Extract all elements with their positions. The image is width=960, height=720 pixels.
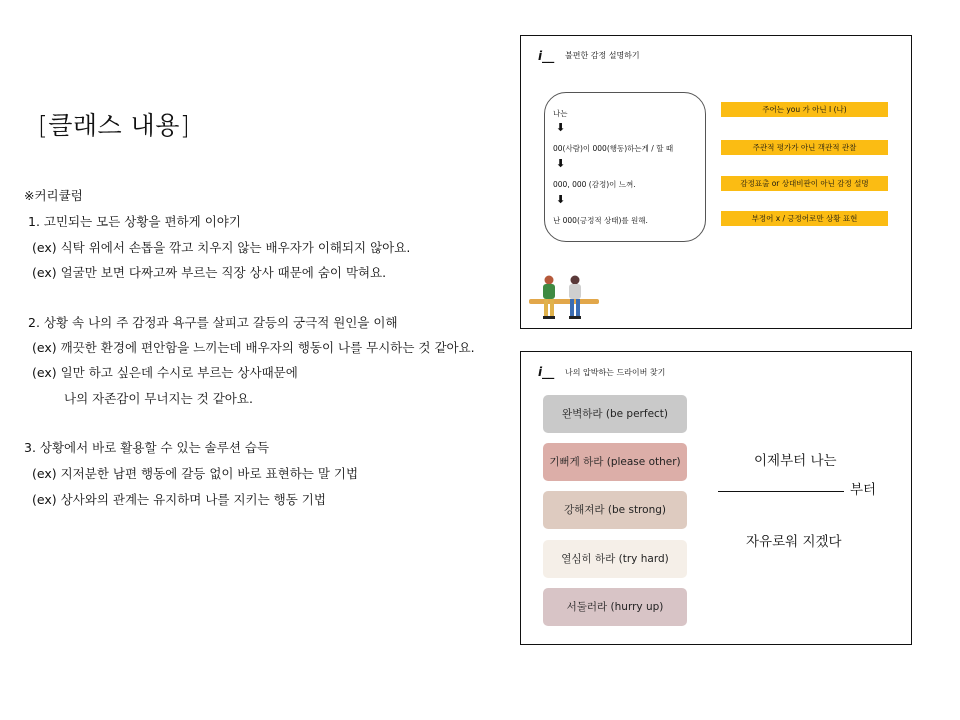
down-arrow-icon: ⬇	[556, 157, 566, 170]
driver-card: 완벽하라 (be perfect)	[543, 395, 687, 433]
slide-title: 불편한 감정 설명하기	[565, 51, 640, 60]
driver-card: 열심히 하라 (try hard)	[543, 540, 687, 578]
flow-step: 00(사람)이 000(행동)하는게 / 할 때	[553, 144, 674, 153]
down-arrow-icon: ⬇	[556, 193, 566, 206]
person-right	[569, 276, 581, 320]
logo: i__	[538, 49, 555, 63]
curriculum-example: (ex) 상사와의 관계는 유지하며 나를 지키는 행동 기법	[32, 492, 326, 507]
curriculum-example-continuation: 나의 자존감이 무너지는 것 같아요.	[64, 391, 253, 406]
driver-card: 서둘러라 (hurry up)	[543, 588, 687, 626]
curriculum-example: (ex) 깨끗한 환경에 편안함을 느끼는데 배우자의 행동이 나를 무시하는 것 같아요.	[32, 340, 475, 355]
curriculum-example: (ex) 얼굴만 보면 다짜고짜 부르는 직장 상사 때문에 숨이 막혀요.	[32, 265, 387, 280]
rule-badge: 주어는 you 가 아닌 I (나)	[721, 102, 888, 117]
logo: i__	[538, 365, 555, 379]
slide-title: 나의 압박하는 드라이버 찾기	[565, 368, 666, 377]
slide-driver-finder	[520, 351, 912, 645]
flow-step: 난 000(긍정적 상태)를 원해.	[553, 216, 648, 225]
curriculum-item-2: 2. 상황 속 나의 주 감정과 욕구를 살피고 갈등의 궁극적 원인을 이해	[28, 315, 398, 330]
rule-badge: 감정표출 or 상대비판이 아닌 감정 설명	[721, 176, 888, 191]
fill-in-blank	[718, 491, 844, 492]
rule-badge: 주관적 평가가 아닌 객관적 관찰	[721, 140, 888, 155]
flow-step: 000, 000 (감정)이 느껴.	[553, 180, 636, 189]
curriculum-heading: ※커리큘럼	[24, 188, 83, 203]
statement-line-1: 이제부터 나는	[754, 453, 837, 469]
curriculum-item-3: 3. 상황에서 바로 활용할 수 있는 솔루션 습득	[24, 440, 270, 455]
curriculum-item-1: 1. 고민되는 모든 상황을 편하게 이야기	[28, 214, 241, 229]
curriculum-example: (ex) 지저분한 남편 행동에 갈등 없이 바로 표현하는 말 기법	[32, 466, 359, 481]
person-left	[543, 276, 555, 320]
rule-badge: 부정어 x / 긍정어로만 상황 표현	[721, 211, 888, 226]
curriculum-example: (ex) 일만 하고 싶은데 수시로 부르는 상사때문에	[32, 365, 298, 380]
statement-suffix: 부터	[850, 482, 877, 498]
slide-emotion-explanation	[520, 35, 912, 329]
driver-card: 기뻐게 하라 (please other)	[543, 443, 687, 481]
driver-card: 강해져라 (be strong)	[543, 491, 687, 529]
down-arrow-icon: ⬇	[556, 121, 566, 134]
couple-illustration	[529, 274, 601, 322]
curriculum-example: (ex) 식탁 위에서 손톱을 깎고 치우지 않는 배우자가 이해되지 않아요.	[32, 240, 411, 255]
bench	[529, 299, 599, 304]
page-title: [클래스 내용]	[38, 111, 191, 140]
statement-line-3: 자유로워 지겠다	[746, 534, 842, 550]
flow-step: 나는	[553, 109, 568, 118]
